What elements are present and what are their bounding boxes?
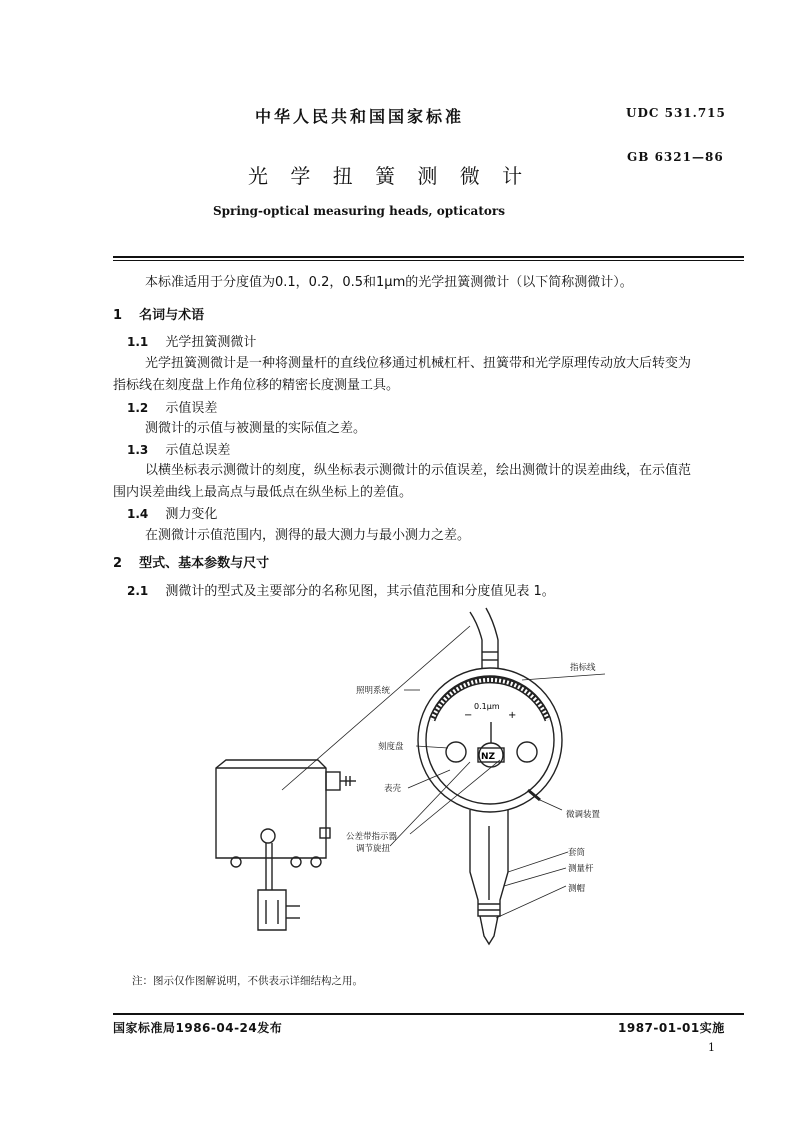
page-number: 1 xyxy=(708,1041,715,1054)
scope-paragraph: 本标准适用于分度值为0.1，0.2，0.5和1μm的光学扭簧测微计（以下简称测微计）。 xyxy=(145,275,633,290)
term-1-2 xyxy=(127,397,217,420)
document-title-cn: 光 学 扭 簧 测 微 计 xyxy=(248,164,531,188)
term-number: 1.4 xyxy=(127,507,149,521)
opticator-figure xyxy=(200,600,620,960)
issue-date: 国家标准局1986-04-24发布 xyxy=(113,1021,283,1035)
term-1-4 xyxy=(127,503,217,526)
term-definition-line: 围内误差曲线上最高点与最低点在纵坐标上的差值。 xyxy=(113,485,413,500)
term-name: 示值总误差 xyxy=(165,443,231,458)
section-1-heading xyxy=(113,304,204,323)
clause-number: 2.1 xyxy=(127,584,149,598)
term-definition-line: 测微计的示值与被测量的实际值之差。 xyxy=(145,421,367,436)
plus-sign: + xyxy=(508,710,517,721)
footer-rule xyxy=(113,1013,744,1015)
label-dial: 刻度盘 xyxy=(378,742,404,752)
section-number: 2 xyxy=(113,556,123,571)
label-micro-adjust: 微调装置 xyxy=(566,810,601,820)
header-rule-top xyxy=(113,256,744,258)
section-title: 型式、基本参数与尺寸 xyxy=(139,556,270,571)
scale-unit-label: 0.1μm xyxy=(474,702,500,711)
term-definition-line: 在测微计示值范围内，测得的最大测力与最小测力之差。 xyxy=(145,528,471,543)
document-title-en: Spring-optical measuring heads, opticators xyxy=(213,204,505,218)
section-2-heading xyxy=(113,552,269,571)
term-name: 测力变化 xyxy=(165,507,218,522)
term-number: 1.1 xyxy=(127,335,149,349)
gauge-case xyxy=(418,668,562,812)
label-pointer-line: 指标线 xyxy=(570,663,596,673)
lamp-housing xyxy=(216,760,326,858)
term-definition-line: 以横坐标表示测微计的刻度，纵坐标表示测微计的示值误差，绘出测微计的误差曲线，在示值范 xyxy=(145,463,692,478)
term-number: 1.2 xyxy=(127,401,149,415)
gb-number: GB 6321—86 xyxy=(627,150,724,164)
udc-code: UDC 531.715 xyxy=(626,106,726,120)
header-rule-bottom xyxy=(113,260,744,261)
label-measuring-rod: 测量杆 xyxy=(568,864,594,874)
term-definition-line: 指标线在刻度盘上作角位移的精密长度测量工具。 xyxy=(113,378,400,393)
term-number: 1.3 xyxy=(127,443,149,457)
term-1-1 xyxy=(127,331,256,354)
label-sleeve: 套筒 xyxy=(568,848,586,858)
term-name: 光学扭簧测微计 xyxy=(165,335,257,350)
figure-note: 注：图示仅作图解说明，不供表示详细结构之用。 xyxy=(132,975,363,987)
brand-logo: NZ xyxy=(481,752,496,762)
term-name: 示值误差 xyxy=(165,401,218,416)
label-case: 表壳 xyxy=(384,784,402,794)
minus-sign: − xyxy=(464,710,473,721)
label-tolerance-indicator: 公差带指示器 xyxy=(346,832,398,842)
section-number: 1 xyxy=(113,308,123,323)
clause-text: 测微计的型式及主要部分的名称见图，其示值范围和分度值见表 1。 xyxy=(165,584,555,599)
label-probe-cap: 测帽 xyxy=(568,884,586,894)
section-title: 名词与术语 xyxy=(139,308,205,323)
term-1-3 xyxy=(127,439,230,462)
label-illumination-system: 照明系统 xyxy=(356,686,391,696)
dial-scale xyxy=(432,680,548,720)
term-definition-line: 光学扭簧测微计是一种将测量杆的直线位移通过机械杠杆、扭簧带和光学原理传动放大后转变为 xyxy=(145,356,692,371)
standard-org-title: 中华人民共和国国家标准 xyxy=(255,107,465,126)
effective-date: 1987-01-01实施 xyxy=(618,1021,725,1035)
label-adjust-knob: 调节旋扭 xyxy=(356,844,391,854)
